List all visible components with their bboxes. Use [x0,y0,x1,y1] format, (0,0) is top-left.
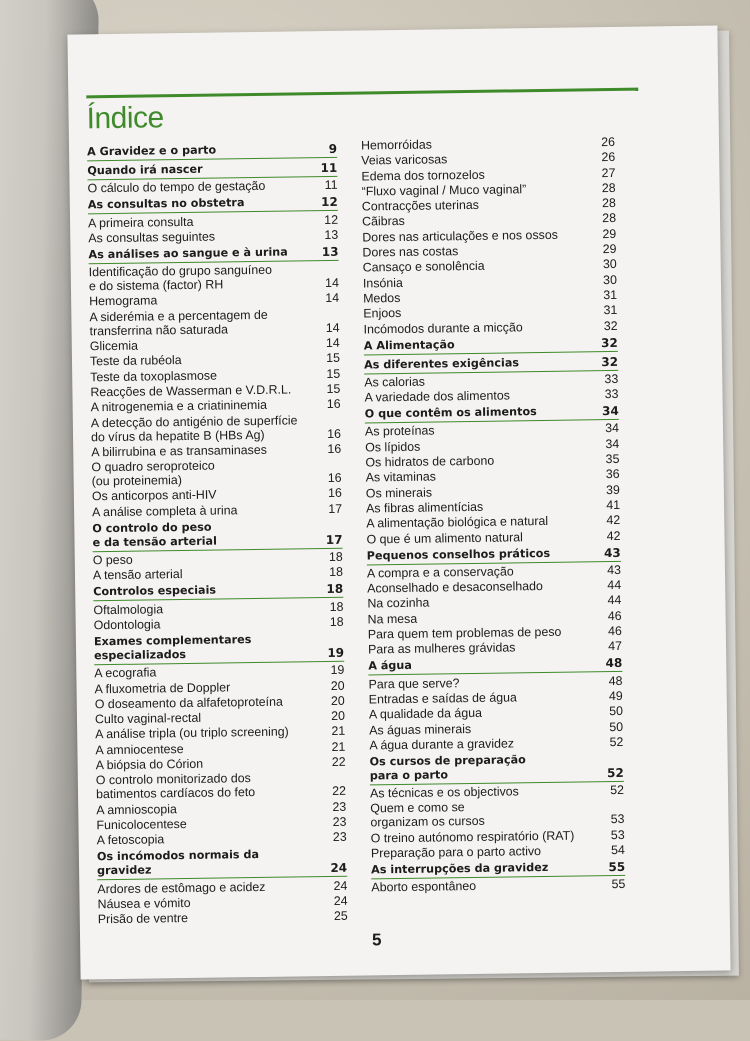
toc-entry-label: Preparação para o parto activo [370,844,542,861]
toc-entry-page: 46 [607,623,622,639]
toc-entry-page: 42 [606,528,621,543]
toc-entry-page: 34 [605,421,620,436]
toc-entry-label: A tensão arterial [92,567,183,583]
toc-entry-page: 34 [601,404,619,419]
toc-entry-label: Veias varicosas [361,152,448,168]
toc-entry-page: 48 [605,656,623,671]
toc-entry-label: Cãibras [361,214,405,229]
toc-entry-page: 21 [331,739,346,754]
toc-entry-label: A Alimentação [363,337,455,353]
toc-entry-page: 16 [327,486,342,501]
page-title: Índice [86,101,164,136]
toc-entry-page: 19 [330,663,345,678]
toc-entry-label: Pequenos conselhos práticos [366,546,551,562]
toc-entry-page: 30 [602,257,617,272]
toc-entry-label: As interrupções da gravidez [371,860,549,877]
toc-entry-label: O quadro seroproteico (ou proteinemia) [91,458,215,489]
toc-entry-label: Para quem tem problemas de peso [367,624,562,642]
toc-entry-label: Os lípidos [365,439,421,455]
toc-entry-label: Funicolocentese [96,816,187,833]
toc-entry [91,457,341,488]
toc-entry-page: 29 [602,242,617,257]
toc-section [371,860,625,880]
toc-entry-page: 25 [333,908,348,924]
toc-entry [96,770,346,801]
toc-entry-label: Odontologia [93,617,161,633]
toc-entry-page: 28 [601,196,616,211]
toc-entry-page: 18 [329,614,344,629]
toc-entry-page: 22 [332,784,347,799]
toc-entry-page: 48 [608,673,623,688]
toc-entry-page: 42 [606,513,621,528]
toc-entry-label: A nitrogenemia e a criatininemia [90,398,268,415]
toc-entry-page: 28 [602,211,617,226]
toc-entry-label: Culto vaginal-rectal [94,710,202,727]
title-rule [86,88,638,99]
toc-section [365,404,619,424]
toc-entry-label: Teste da rubéola [89,353,182,369]
toc-entry-label: Reacções de Wasserman e V.D.R.L. [90,382,292,400]
toc-section [367,545,621,565]
toc-entry-label: “Fluxo vaginal / Muco vaginal” [361,182,527,199]
toc-entry [368,639,622,657]
toc-entry-label: Entradas e saídas de água [368,690,517,707]
toc-entry-label: Glicemia [89,338,139,354]
toc-section [88,195,338,214]
toc-entry-page: 23 [332,799,347,814]
toc-entry-label: A amniocentese [95,741,184,757]
toc-entry-label: Medos [363,290,401,306]
toc-entry-page: 24 [333,878,348,893]
toc-entry-page: 23 [332,814,347,829]
toc-entry-label: O que contêm os alimentos [364,405,537,421]
toc-entry-page: 26 [601,134,616,150]
toc-entry-page: 52 [609,734,624,749]
toc-entry-page: 49 [608,688,623,703]
toc-entry-page: 11 [320,160,338,176]
toc-entry-label: A amnioscopia [96,801,177,817]
toc-left-column [87,139,348,928]
toc-entry-page: 21 [331,724,346,739]
toc-section [88,245,338,264]
toc-entry-page: 50 [609,719,624,734]
toc-entry-page: 54 [610,842,625,858]
toc-entry-page: 32 [603,318,618,333]
toc-entry-label: A fetoscopia [96,832,165,848]
toc-entry-page: 23 [332,829,347,845]
toc-entry [87,178,337,195]
toc-entry [366,528,620,546]
toc-entry-label: O treino autónomo respiratório (RAT) [370,828,575,846]
toc-entry-page: 14 [325,276,340,291]
toc-entry-page: 35 [605,451,620,467]
toc-entry-page: 15 [326,366,341,381]
toc-section [94,632,344,665]
toc-entry-label: A ecografia [94,665,157,681]
toc-entry-page: 47 [608,639,623,654]
toc-entry-page: 17 [325,532,343,547]
toc-entry-page: 11 [324,178,338,193]
toc-section [364,335,618,355]
toc-section [87,142,337,161]
toc-entry [89,262,339,293]
toc-entry-label: A siderémia e a percentagem de transferrina não saturada [89,307,268,339]
toc-entry-label: Enjoos [363,306,402,321]
toc-entry [92,502,342,519]
toc-entry-label: Na cozinha [367,596,430,611]
toc-entry-page: 14 [325,291,340,306]
toc-entry [363,318,617,336]
toc-entry-label: Hemorróidas [360,137,433,153]
toc-entry-page: 55 [611,877,626,892]
toc-entry-label: A variedade dos alimentos [364,388,510,405]
toc-entry-label: Ardores de estômago e acidez [97,879,266,896]
toc-entry-label: As proteínas [364,423,435,439]
toc-entry-page: 20 [330,678,345,693]
toc-entry-page: 20 [331,708,346,724]
toc-entry [370,798,624,830]
toc-entry-label: O doseamento da alfafetoproteína [94,694,283,712]
toc-entry-page: 24 [330,860,348,876]
toc-entry-page: 18 [329,565,344,580]
toc-entry-label: Para que serve? [368,675,460,692]
toc-entry-label: A Gravidez e o parto [86,143,217,159]
toc-entry-page: 13 [324,227,339,242]
toc-entry-label: A fluxometria de Doppler [94,679,231,696]
toc-entry [94,615,344,632]
toc-entry-label: Teste da toxoplasmose [90,368,218,384]
toc-entry-page: 9 [328,141,338,156]
toc-entry-label: Identificação do grupo sanguíneo e do sistema (factor) RH [88,262,273,294]
toc-entry [371,843,625,861]
toc-entry-label: As diferentes exigências [363,355,520,372]
toc-entry-label: Prisão de ventre [97,911,189,927]
toc-entry-page: 16 [327,426,342,441]
toc-section [93,582,343,601]
toc-entry-page: 39 [605,482,620,497]
toc-entry-label: As técnicas e os objectivos [369,784,519,801]
toc-entry [93,565,343,582]
toc-entry-page: 18 [329,599,344,614]
toc-section [364,354,618,374]
toc-entry-page: 52 [610,782,625,798]
toc-entry-label: Os minerais [365,485,433,501]
toc-entry-page: 22 [331,754,346,769]
toc-entry-page: 32 [601,354,619,369]
toc-entry-label: Exames complementares especializados [93,633,252,663]
toc-entry-label: Os hidratos de carbono [365,453,495,470]
toc-entry-label: Edema dos tornozelos [361,167,485,184]
toc-entry-page: 43 [603,545,621,560]
toc-entry-page: 44 [607,578,622,593]
toc-entry-label: Aborto espontâneo [371,879,477,895]
toc-entry-page: 18 [328,549,343,565]
toc-right-column [361,135,626,896]
toc-entry-label: Dores nas costas [362,244,459,260]
toc-entry-label: Quem e como se organizam os cursos [370,800,485,830]
toc-entry-label: Hemograma [89,293,158,309]
toc-entry-label: O controlo monitorizado dos batimentos cardíacos do feto [95,771,256,802]
toc-entry-page: 53 [610,812,625,827]
toc-entry-label: Os incómodos normais da gravidez [96,848,260,878]
toc-entry-label: A água durante a gravidez [369,736,515,753]
toc-entry-label: A primeira consulta [87,214,194,230]
toc-entry [97,830,347,847]
toc-entry-label: Dores nas articulações e nos ossos [362,227,558,245]
toc-entry-page: 30 [603,272,618,287]
toc-entry-page: 31 [603,287,618,303]
toc-entry-label: Contracções uterinas [361,198,480,214]
toc-entry-label: O cálculo do tempo de gestação [87,179,266,196]
toc-entry [88,228,338,245]
toc-entry [89,307,339,338]
toc-entry-page: 29 [602,226,617,241]
toc-entry-page: 20 [330,693,345,708]
toc-entry-label: A análise completa à urina [92,503,238,520]
toc-entry-page: 19 [327,645,345,660]
toc-entry-label: Oftalmologia [93,601,164,617]
toc-entry-label: Para as mulheres grávidas [367,640,516,657]
toc-entry-page: 24 [333,893,348,908]
toc-entry-page: 33 [604,371,619,386]
toc-entry-label: Aconselhado e desaconselhado [367,579,543,596]
toc-entry-label: Controlos especiais [93,583,217,599]
toc-entry-label: A água [368,659,412,673]
toc-entry-page: 43 [607,562,622,577]
toc-entry-label: A análise tripla (ou triplo screening) [95,724,289,742]
toc-entry-page: 14 [325,335,340,351]
toc-entry-label: As calorias [364,374,426,390]
toc-entry-page: 34 [605,436,620,451]
toc-entry-label: O peso [92,552,133,568]
toc-entry-label: As consultas seguintes [88,229,216,246]
toc-entry-page: 16 [326,397,341,412]
toc-entry-page: 16 [327,441,342,456]
toc-entry-page: 26 [601,150,616,165]
toc-entry-page: 27 [601,165,616,180]
toc-entry-page: 46 [607,608,622,623]
toc-entry-label: A bilirrubina e as transaminases [91,442,267,460]
toc-entry-page: 50 [609,704,624,719]
toc-entry-page: 28 [601,180,616,196]
toc-entry-label: A detecção do antigénio de superfície do vírus da hepatite B (HBs Ag) [90,412,298,444]
toc-entry-label: As fibras alimentícias [365,499,484,516]
toc-entry-page: 12 [321,195,338,210]
toc-entry [91,412,341,443]
booklet-page [67,26,730,980]
toc-entry [371,877,625,895]
toc-entry-page: 13 [321,244,339,259]
toc-entry-page: 32 [600,335,618,350]
toc-entry-label: Quando irá nascer [87,162,203,178]
toc-entry-label: O controlo do peso e da tensão arterial [92,520,217,550]
toc-entry [369,735,623,753]
toc-entry-page: 41 [606,497,621,513]
toc-entry-page: 52 [606,765,624,780]
toc-entry-page: 53 [610,827,625,842]
toc-entry-label: Náusea e vómito [97,895,191,912]
toc-entry-label: As análises ao sangue e à urina [88,245,288,262]
toc-entry-label: O que é um alimento natural [366,529,523,546]
toc-entry-label: A alimentação biológica e natural [366,514,549,531]
toc-section [370,752,624,786]
toc-section [87,161,337,180]
toc-entry-label: A compra e a conservação [366,564,514,581]
toc-entry-page: 15 [326,381,341,396]
toc-entry-page: 36 [605,467,620,482]
toc-entry-label: As vitaminas [365,469,436,485]
toc-entry-label: Incómodos durante a micção [363,319,523,337]
toc-entry [364,387,618,405]
toc-entry-label: A qualidade da água [368,706,483,722]
toc-entry-label: As consultas no obstetra [87,196,245,212]
toc-entry-page: 17 [328,501,343,516]
toc-entry-page: 18 [326,582,344,597]
toc-section [368,656,622,676]
toc-entry-label: Os cursos de preparação para o parto [369,753,526,783]
toc-entry-page: 16 [327,470,342,486]
toc-entry-page: 31 [603,303,618,318]
toc-entry-label: As águas minerais [369,721,472,737]
toc-entry-page: 44 [607,593,622,608]
toc-entry-page: 15 [326,351,341,366]
toc-entry-label: Insónia [362,275,403,291]
toc-entry-label: A biópsia do Córion [95,756,204,773]
page-number: 5 [371,930,382,950]
toc-section [97,847,347,880]
toc-entry-page: 33 [604,387,619,402]
toc-entry [98,909,348,926]
toc-entry-label: Cansaço e sonolência [362,259,485,275]
toc-entry-label: Na mesa [367,611,418,627]
toc-entry-label: Os anticorpos anti-HIV [91,488,217,504]
toc-section [92,519,342,552]
toc-entry-page: 14 [325,320,340,335]
toc-entry-page: 55 [608,859,626,875]
toc-entry-page: 12 [324,212,339,227]
